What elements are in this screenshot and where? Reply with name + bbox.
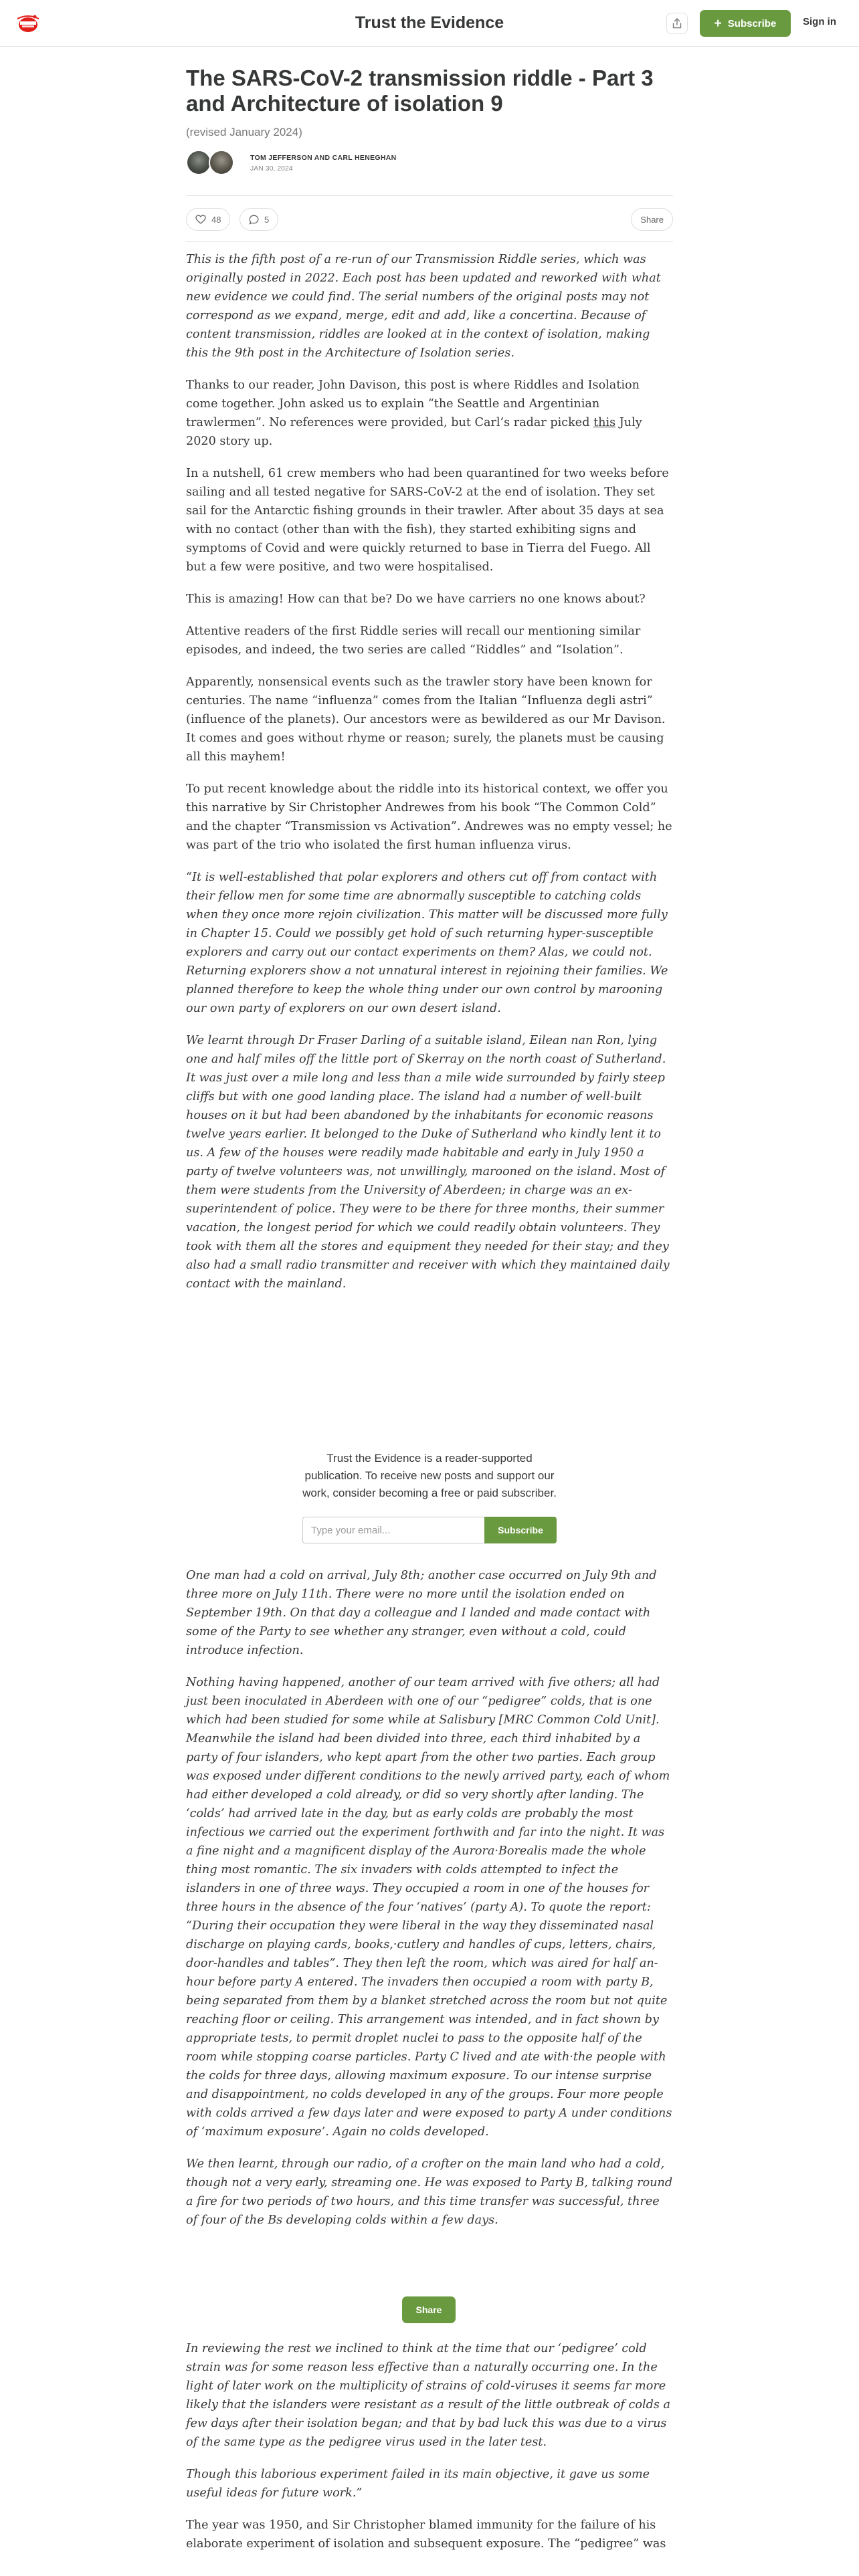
share-button[interactable]	[631, 208, 673, 231]
trust-the-evidence-logo[interactable]	[13, 10, 43, 37]
author-names[interactable]: TOM JEFFERSON AND CARL HENEGHAN	[250, 154, 397, 162]
article-body-top	[186, 250, 673, 1293]
post-title: The SARS-CoV-2 transmission riddle - Part 3 and Architecture of isolation 9	[186, 66, 654, 116]
comment-icon	[249, 215, 259, 225]
quote-paragraph-4: Nothing having happened, another of our team arrived with five others; all had just been inoculated in Aberdeen with one of our “pedigree” colds, that is one which had been studied for some while at Salisbury [MRC Common Cold Unit]. Meanwhile the island had been divided into three, each third inhabited by a party of four islanders, who kept apart from the other two parties. Each group was exposed under different conditions to the newly arrived party, each of whom had either developed a cold already, or did so very shortly after landing. The ‘colds’ had arrived late in the day, but as early colds are probably the most infectious we carried out the experiment forthwith and far into the night. It was a fine night and a magnificent display of the Aurora·Borealis made the whole thing most romantic. The six invaders with colds attempted to infect the islanders in one of three ways. They occupied a room in one of the houses for three hours in the absence of the four ‘natives’ (party A). To quote the report: “During their occupation they were liberal in the way they disseminated nasal discharge on playing cards, books,·cutlery and handles of cups, letters, chairs, door-handles and tables”. They then left the room, which was aired for half an-hour before party A entered. The invaders then occupied a room with party B, being separated from them by a blanket stretched across the room but not quite reaching floor or ceiling. This arrangement was intended, and in fact shown by appropriate tests, to permit droplet nuclei to pass to the opposite half of the room while stopping coarse particles. Party C lived and ate with·the people with the colds for three days, allowing maximum exposure. To our intense surprise and disappointment, no colds developed in any of the groups. Four more people with colds arrived a few days later and were exposed to party A under conditions of ‘maximum exposure’. Again no colds developed.	[186, 1676, 672, 2139]
quote-paragraph-7: Though this laborious experiment failed in its main objective, it gave us some useful ideas for future work.”	[186, 2468, 650, 2500]
byline	[186, 150, 673, 179]
quote-paragraph-3: One man had a cold on arrival, July 8th; another case occurred on July 9th and three more on July 11th. There were no more until the isolation ended on September 19th. On that day a colleague and I landed and made contact with some of the Party to see whether any stranger, even without a cold, could introduce infection.	[186, 1569, 657, 1657]
like-button[interactable]	[186, 208, 230, 231]
heart-icon	[195, 215, 206, 224]
paragraph-text: Thanks to our reader, John Davison, this post is where Riddles and Isolation come together. John asked us to explain “the Seattle and Argentinian trawlermen”. No references were provided, but Carl’s radar picked	[186, 379, 640, 429]
top-bar	[0, 0, 859, 47]
quote-paragraph-2: We learnt through Dr Fraser Darling of a suitable island, Eilean nan Ron, lying one and half miles off the little port of Skerray on the north coast of Sutherland. It was just over a mile long and less than a mile wide surrounded by fairly steep cliffs but with one good landing place. The island had a number of well-built houses on it but had been abandoned by the inhabitants for economic reasons twelve years earlier. It belonged to the Duke of Sutherland who kindly lent it to us. A few of the houses were readily made habitable and early in July 1950 a party of twelve volunteers was, not unwillingly, marooned on the island. Most of them were students from the University of Aberdeen; in charge was an ex-superintendent of police. They were to be there for three months, their summer vacation, the longest period for which we could readily obtain volunteers. They took with them all the stores and equipment they needed for their stay; and they also had a small radio transmitter and receiver with which they maintained daily contact with the mainland.	[186, 1034, 670, 1291]
post-actions	[186, 195, 673, 242]
subscribe-text: Trust the Evidence is a reader-supported publication. To receive new posts and support our work, consider becoming a free or paid subscriber.	[302, 1452, 557, 1499]
story-link[interactable]: this	[593, 416, 616, 429]
paragraph-context: To put recent knowledge about the riddle into its historical context, we offer you this narrative by Sir Christopher Andrewes from his book “The Common Cold” and the chapter “Transmission vs Activation”. Andrewes was no empty vessel; he was part of the trio who isolated the first human influenza virus.	[186, 782, 672, 852]
quote-paragraph-5: We then learnt, through our radio, of a crofter on the main land who had a cold, though not a very early, streaming one. He was exposed to Party B, talking round a fire for two periods of two hours, and this time transfer was successful, three of four of the Bs developing colds within a few days.	[186, 2157, 673, 2227]
article-body-bottom	[186, 2339, 673, 2553]
quote-paragraph-1: “It is well-established that polar explorers and others cut off from contact with their fellow men for some time are abnormally susceptible to catching colds when they once more rejoin civilization. This matter will be discussed more fully in Chapter 15. Could we possibly get hold of such returning hyper-susceptible explorers and carry out our contact experiments on them? Alas, we could not. Returning explorers show a not unnatural interest in rejoining their families. We planned therefore to keep the whole thing under our own control by marooning our own party of explorers on our own desert island.	[186, 871, 668, 1015]
subscribe-label: Subscribe	[727, 17, 777, 29]
email-input[interactable]	[302, 1517, 484, 1543]
article-header	[186, 66, 673, 242]
subscribe-form	[302, 1517, 557, 1543]
author-avatar-1[interactable]	[186, 150, 211, 175]
paragraph-davison	[186, 376, 673, 451]
paragraph-influenza: Apparently, nonsensical events such as the trawler story have been known for centuries. The name “influenza” comes from the Italian “Influenza degli astri” (influence of the planets). Our ancestors were as bewildered as our Mr Davison. It comes and goes without rhyme or reason; surely, the planets must be causing all this mayhem!	[186, 675, 666, 764]
site-title: Trust the Evidence	[355, 13, 504, 32]
sign-in-link[interactable]: Sign in	[803, 16, 836, 27]
subscribe-widget	[186, 1450, 673, 1543]
share-label: Share	[640, 214, 664, 225]
post-subtitle: (revised January 2024)	[186, 126, 302, 138]
comment-button[interactable]	[240, 208, 278, 231]
plus-icon: +	[714, 16, 722, 31]
post-date: JAN 30, 2024	[250, 165, 293, 173]
quote-paragraph-6: In reviewing the rest we inclined to think at the time that our ‘pedigree’ cold strain was for some reason less effective than a naturally occurring one. In the light of later work on the multiplicity of strains of cold-viruses it seems far more likely that the islanders were resistant as a result of the little outbreak of colds a few days after their isolation began; and that by bad luck this was due to a virus of the same type as the pedigree virus used in the later test.	[186, 2342, 670, 2449]
intro-paragraph: This is the fifth post of a re-run of our Transmission Riddle series, which was originally posted in 2022. Each post has been updated and reworked with what new evidence we could find. The serial numbers of the original posts may not correspond as we expand, merge, edit and add, like a concertina. Because of content transmission, riddles are looked at in the context of isolation, making this the 9th post in the Architecture of Isolation series.	[186, 253, 661, 360]
paragraph-nutshell: In a nutshell, 61 crew members who had been quarantined for two weeks before sailing and all tested negative for SARS-CoV-2 at the end of isolation. They set sail for the Antarctic fishing grounds in their trawler. After about 35 days at sea with no contact (other than with the fish), they started exhibiting signs and symptoms of Covid and were quickly returned to base in Tierra del Fuego. All but a few were positive, and two were hospitalised.	[186, 467, 669, 574]
subscribe-button[interactable]	[700, 10, 791, 37]
comment-count: 5	[264, 214, 270, 225]
like-count: 48	[211, 214, 221, 225]
paragraph-text: July 2020 story up.	[186, 416, 642, 448]
share-icon[interactable]	[666, 13, 688, 34]
paragraph-1950: The year was 1950, and Sir Christopher blamed immunity for the failure of his elaborate experiment of isolation and subsequent exposure. The “pedigree” was	[186, 2518, 666, 2551]
subscribe-submit-button[interactable]: Subscribe	[484, 1517, 557, 1543]
author-avatar-2[interactable]	[209, 150, 234, 175]
share-button-inline[interactable]: Share	[402, 2296, 456, 2323]
article-body-middle	[186, 1566, 673, 2230]
paragraph-amazing: This is amazing! How can that be? Do we have carriers no one knows about?	[186, 593, 646, 606]
paragraph-attentive: Attentive readers of the first Riddle series will recall our mentioning similar episodes, and indeed, the two series are called “Riddles” and “Isolation”.	[186, 625, 641, 657]
